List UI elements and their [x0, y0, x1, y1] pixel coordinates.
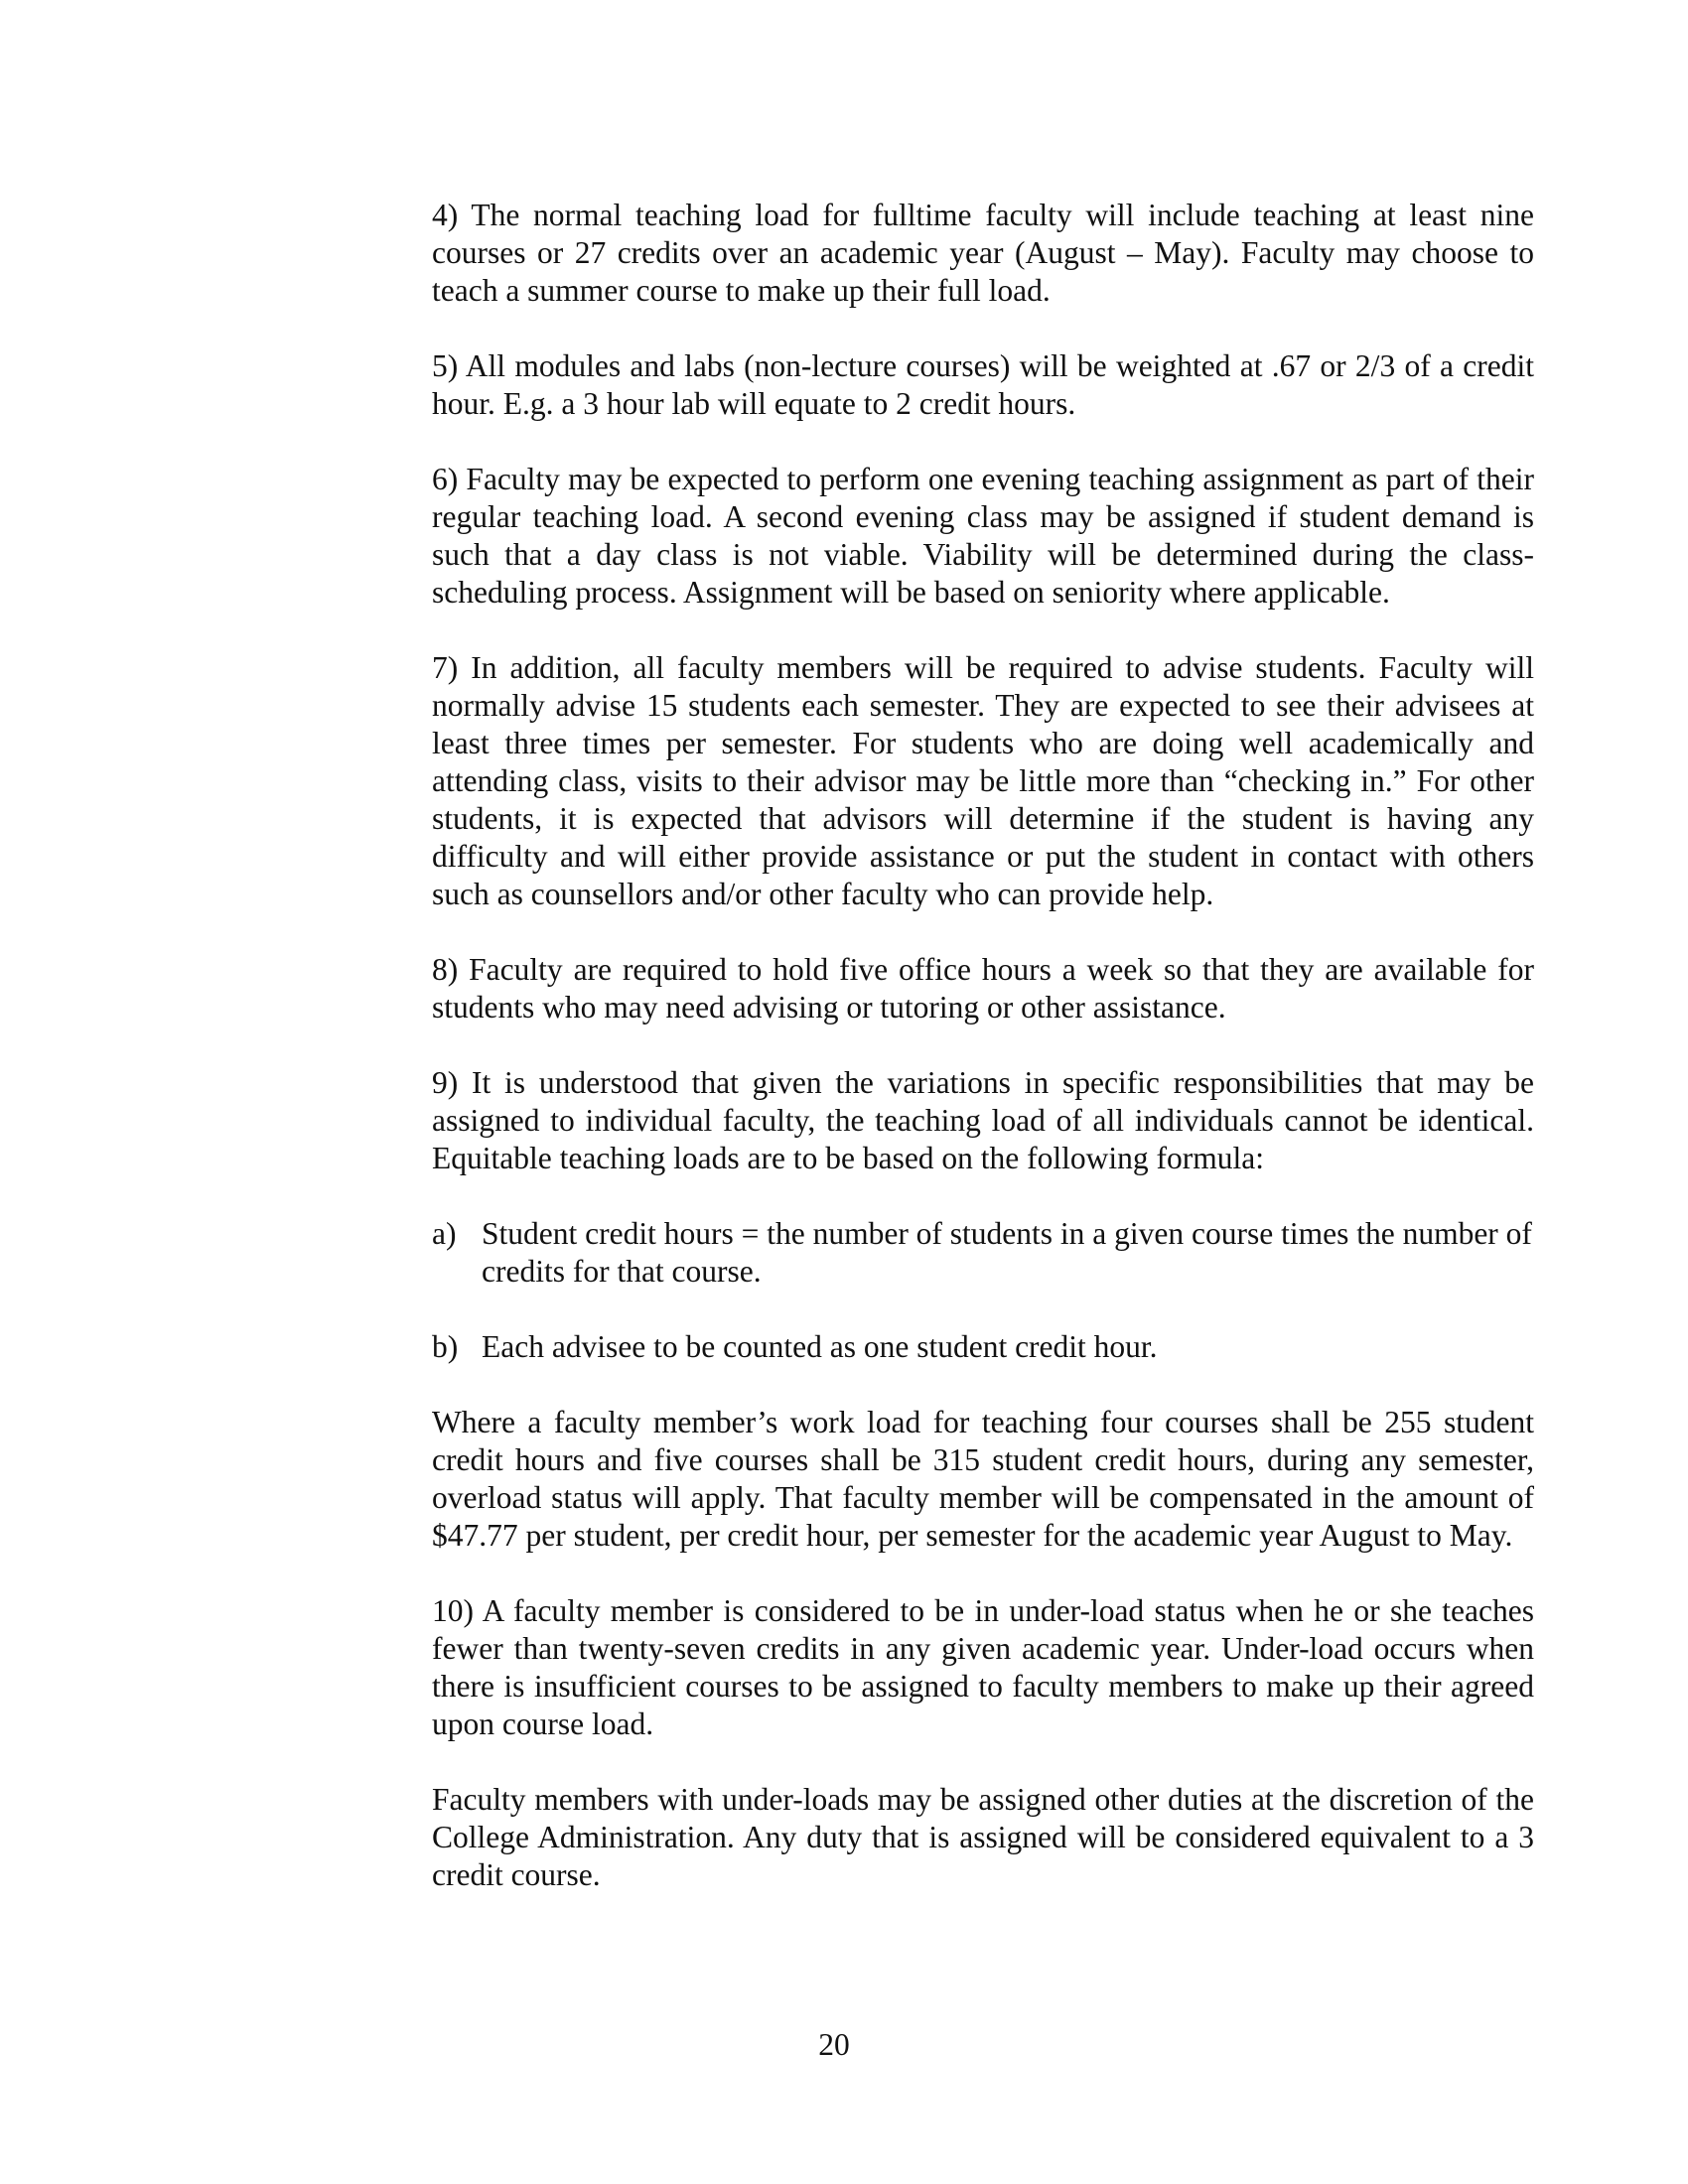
paragraph-underload-duties: Faculty members with under-loads may be assigned other duties at the discretion of the College Administration. Any duty that is assigned will be considered equivalent to a 3 credit course. — [432, 1782, 1534, 1892]
paragraph-8: 8) Faculty are required to hold five office hours a week so that they are available for students who may need advising or tutoring or other assistance. — [432, 952, 1534, 1024]
list-text: Student credit hours = the number of students in a given course times the number of credits for that course. — [482, 1216, 1532, 1289]
list-text: Each advisee to be counted as one student credit hour. — [482, 1329, 1158, 1364]
paragraph-9: 9) It is understood that given the variations in specific responsibilities that may be assigned to individual faculty, the teaching load of all individuals cannot be identical. Equitable teaching loads are to be based on the following formula: — [432, 1065, 1534, 1175]
list-label: b) — [432, 1329, 459, 1364]
paragraph-5: 5) All modules and labs (non-lecture courses) will be weighted at .67 or 2/3 of a credit hour. E.g. a 3 hour lab will equate to 2 credit hours. — [432, 348, 1534, 421]
list-label: a) — [432, 1216, 457, 1251]
paragraph-overload: Where a faculty member’s work load for teaching four courses shall be 255 student credit hours and five courses shall be 315 student credit hours, during any semester, overload status will apply. That faculty member will be compensated in the amount of $47.77 per student, per credit hour, per semester for the academic year August to May. — [432, 1405, 1534, 1553]
paragraph-6: 6) Faculty may be expected to perform one evening teaching assignment as part of their regular teaching load. A second evening class may be assigned if student demand is such that a day class is not viable. Viability will be determined during the class-scheduling process. Assignment will be based on seniority where applicable. — [432, 462, 1534, 610]
paragraph-10: 10) A faculty member is considered to be in under-load status when he or she teaches fewer than twenty-seven credits in any given academic year. Under-load occurs when there is insufficient courses to be assigned to faculty members to make up their agreed upon course load. — [432, 1593, 1534, 1741]
list-item — [432, 1328, 1534, 1366]
page-number: 20 — [818, 2027, 850, 2062]
paragraph-4: 4) The normal teaching load for fulltime faculty will include teaching at least nine courses or 27 credits over an academic year (August – May). Faculty may choose to teach a summer course to make up their full load. — [432, 198, 1534, 308]
paragraph-7: 7) In addition, all faculty members will be required to advise students. Faculty will normally advise 15 students each semester. They are expected to see their advisees at least three times per semester. For students who are doing well academically and attending class, visits to their advisor may be little more than “checking in.” For other students, it is expected that advisors will determine if the student is having any difficulty and will either provide assistance or put the student in contact with others such as counsellors and/or other faculty who can provide help. — [432, 650, 1534, 911]
document-body — [432, 197, 1534, 1932]
list-item — [432, 1215, 1534, 1291]
